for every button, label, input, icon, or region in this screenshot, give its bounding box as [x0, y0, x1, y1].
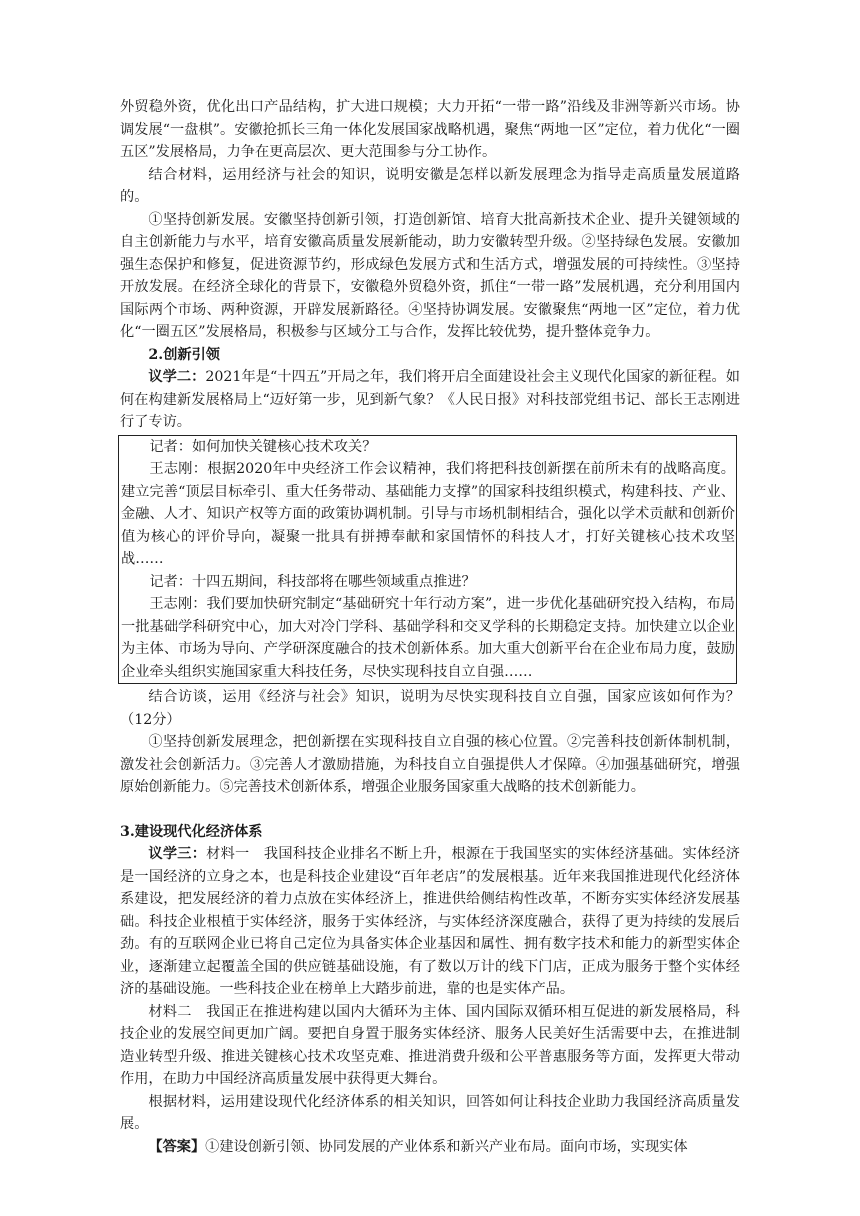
section-3-title: 3.建设现代化经济体系 — [120, 823, 263, 840]
answer-1: ①坚持创新发展。安徽坚持创新引领，打造创新馆、培育大批高新技术企业、提升关键领域的自主创新能力与水平，培育安徽高质量发展新能动，助力安徽转型升级。②坚持绿色发展。安徽加强生态保护和修复，促进资源节约，形成绿色发展方式和生活方式，增强发展的可持续性。③坚持开放发展。在经济全球化的背景下，安徽稳外贸稳外资，抓住“一带一路”发展机遇，充分利用国内国际两个市场、两种资源，开辟发展新路径。④坚持协调发展。安徽聚焦“两地一区”定位，着力优化“一圈五区”发展格局，积极参与区域分工与合作，发挥比较优势，提升整体竞争力。 — [120, 211, 740, 340]
material-2: 材料二 我国正在推进构建以国内大循环为主体、国内国际双循环相互促进的新发展格局，科技企业的发展空间更加广阔。要把自身置于服务实体经济、服务人民美好生活需要中去，在推进制造业转型升级、推进关键核心技术攻坚克难、推进消费升级和公平普惠服务等方面，发挥更大带动作用，在助力中国经济高质量发展中获得更大舞台。 — [120, 1003, 740, 1087]
discuss-2-label: 议学二： — [148, 369, 206, 385]
discuss-2 — [120, 366, 740, 434]
question-1: 结合材料，运用经济与社会的知识，说明安徽是怎样以新发展理念为指导走高质量发展道路的。 — [120, 166, 740, 205]
paragraph: 外贸稳外资，优化出口产品结构，扩大进口规模；大力开拓“一带一路”沿线及非洲等新兴市场。协调发展“一盘棋”。安徽抢抓长三角一体化发展国家战略机遇，聚焦“两地一区”定位，着力优化“一圈五区”发展格局，力争在更高层次、更大范围参与分工协作。 — [120, 99, 740, 160]
interview-box — [118, 435, 737, 685]
section-2-title: 2.创新引领 — [148, 346, 220, 363]
document-page — [120, 96, 740, 1158]
material-1-text: 材料一 我国科技企业排名不断上升，根源在于我国坚实的实体经济基础。实体经济是一国经济的立身之本，也是科技企业建设“百年老店”的发展根基。近年来我国推进现代化经济体系建设，把发展经济的着力点放在实体经济上，推进供给侧结构性改革，不断夯实实体经济发展基础。科技企业根植于实体经济，服务于实体经济，与实体经济深度融合，获得了更为持续的发展后劲。有的互联网企业已将自己定位为具备实体企业基因和属性、拥有数字技术和能力的新型实体企业，逐渐建立起覆盖全国的供应链基础设施，有了数以万计的线下门店，正成为服务于整个实体经济的基础设施。一些科技企业在榜单上大踏步前进，靠的也是实体产品。 — [120, 846, 740, 997]
interview-answer-1: 王志刚：根据2020年中央经济工作会议精神，我们将把科技创新摆在前所未有的战略高度。建立完善“顶层目标牵引、重大任务带动、基础能力支撑”的国家科技组织模式，构建科技、产业、金融、人才、知识产权等方面的政策协调机制。引导与市场机制相结合，强化以学术贡献和创新价值为核心的评价导向，凝聚一批具有拼搏奉献和家国情怀的科技人才，打好关键核心技术攻坚战…… — [121, 461, 735, 567]
answer-3 — [120, 1136, 740, 1159]
discuss-3-label: 议学三： — [148, 846, 207, 862]
interview-question-1: 记者：如何加快关键核心技术攻关？ — [149, 438, 377, 455]
question-3: 根据材料，运用建设现代化经济体系的相关知识，回答如何让科技企业助力我国经济高质量发展。 — [120, 1093, 740, 1132]
question-2: 结合访谈，运用《经济与社会》知识，说明为尽快实现科技自立自强，国家应该如何作为？（12分） — [120, 689, 740, 728]
answer-2: ①坚持创新发展理念，把创新摆在实现科技自立自强的核心位置。②完善科技创新体制机制，激发社会创新活力。③完善人才激励措施，为科技自立自强提供人才保障。④加强基础研究，增强原始创新能力。⑤完善技术创新体系，增强企业服务国家重大战略的技术创新能力。 — [120, 734, 740, 795]
material-1 — [120, 843, 740, 1001]
answer-3-label: 【答案】 — [148, 1138, 206, 1155]
interview-answer-2: 王志刚：我们要加快研究制定“基础研究十年行动方案”，进一步优化基础研究投入结构，布局一批基础学科研究中心，加大对冷门学科、基础学科和交叉学科的长期稳定支持。加快建立以企业为主体、市场为导向、产学研深度融合的技术创新体系。加大重大创新平台在企业布局力度，鼓励企业牵头组织实施国家重大科技任务，尽快实现科技自立自强…… — [121, 596, 735, 680]
interview-question-2: 记者：十四五期间，科技部将在哪些领域重点推进？ — [149, 573, 476, 590]
answer-3-text: ①建设创新引领、协同发展的产业体系和新兴产业布局。面向市场，实现实体 — [205, 1138, 688, 1155]
discuss-2-text: 2021年是“十四五”开局之年，我们将开启全面建设社会主义现代化国家的新征程。如何在构建新发展格局上“迈好第一步，见到新气象？《人民日报》对科技部党组书记、部长王志刚进行了专访。 — [120, 369, 740, 430]
